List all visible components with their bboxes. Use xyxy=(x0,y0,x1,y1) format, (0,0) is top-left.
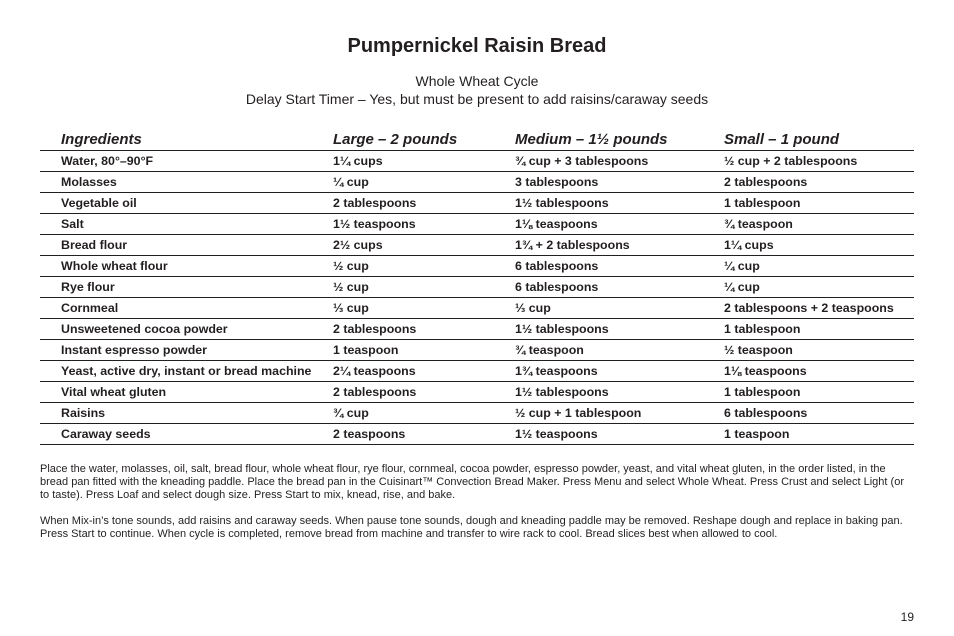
cell-ingredient: Vegetable oil xyxy=(40,193,333,214)
cell-small: 1¼ cups xyxy=(724,235,914,256)
cell-medium: ¾ teaspoon xyxy=(515,340,724,361)
cell-small: 1⅛ teaspoons xyxy=(724,361,914,382)
header-large: Large – 2 pounds xyxy=(333,128,515,151)
table-row xyxy=(40,424,914,445)
cell-small: 1 teaspoon xyxy=(724,424,914,445)
cell-large: 2 teaspoons xyxy=(333,424,515,445)
table-row xyxy=(40,340,914,361)
table-header-row xyxy=(40,128,914,151)
cell-medium: 1½ tablespoons xyxy=(515,193,724,214)
cell-large: 1½ teaspoons xyxy=(333,214,515,235)
table-row xyxy=(40,214,914,235)
mixin-instructions-paragraph: When Mix-in’s tone sounds, add raisins and caraway seeds. When pause tone sounds, dough and kneading paddle may be removed. Reshape dough and replace in baking pan. Press Start to continue. When cycle is completed, remove bread from machine and transfer to wire rack to cool. Bread slices best when allowed to cool. xyxy=(40,515,903,540)
cell-small: ¼ cup xyxy=(724,277,914,298)
cell-medium: 1¾ teaspoons xyxy=(515,361,724,382)
cell-ingredient: Rye flour xyxy=(40,277,333,298)
cycle-subtitle: Whole Wheat Cycle xyxy=(415,73,539,89)
cell-small: ½ cup + 2 tablespoons xyxy=(724,151,914,172)
cell-large: ¼ cup xyxy=(333,172,515,193)
cell-medium: 6 tablespoons xyxy=(515,277,724,298)
cell-large: ¾ cup xyxy=(333,403,515,424)
cell-large: ½ cup xyxy=(333,256,515,277)
cell-small: 2 tablespoons + 2 teaspoons xyxy=(724,298,914,319)
cell-ingredient: Raisins xyxy=(40,403,333,424)
cell-small: ¾ teaspoon xyxy=(724,214,914,235)
cell-ingredient: Cornmeal xyxy=(40,298,333,319)
cell-large: 2½ cups xyxy=(333,235,515,256)
table-row xyxy=(40,361,914,382)
cell-large: 1¼ cups xyxy=(333,151,515,172)
ingredients-table xyxy=(40,128,914,445)
header-medium: Medium – 1½ pounds xyxy=(515,128,724,151)
cell-medium: ⅓ cup xyxy=(515,298,724,319)
table-row xyxy=(40,256,914,277)
cell-small: 1 tablespoon xyxy=(724,382,914,403)
page-number: 19 xyxy=(900,610,914,624)
cell-medium: ¾ cup + 3 tablespoons xyxy=(515,151,724,172)
cell-large: 2¼ teaspoons xyxy=(333,361,515,382)
cell-large: 2 tablespoons xyxy=(333,193,515,214)
cell-medium: 1½ tablespoons xyxy=(515,319,724,340)
cell-ingredient: Molasses xyxy=(40,172,333,193)
cell-ingredient: Caraway seeds xyxy=(40,424,333,445)
cell-small: ¼ cup xyxy=(724,256,914,277)
cell-large: 2 tablespoons xyxy=(333,382,515,403)
cell-large: ⅓ cup xyxy=(333,298,515,319)
table-row xyxy=(40,151,914,172)
cell-large: 1 teaspoon xyxy=(333,340,515,361)
table-row xyxy=(40,235,914,256)
table-body xyxy=(40,151,914,445)
delay-timer-subtitle: Delay Start Timer – Yes, but must be present to add raisins/caraway seeds xyxy=(245,91,709,107)
cell-ingredient: Bread flour xyxy=(40,235,333,256)
cell-medium: 3 tablespoons xyxy=(515,172,724,193)
header-ingredient: Ingredients xyxy=(40,128,333,151)
cell-small: 6 tablespoons xyxy=(724,403,914,424)
cell-ingredient: Instant espresso powder xyxy=(40,340,333,361)
instructions-paragraph: Place the water, molasses, oil, salt, bread flour, whole wheat flour, rye flour, cornmeal, cocoa powder, espresso powder, yeast, and vital wheat gluten, in the order listed, in the bread pan fitted with the kneading paddle. Place the bread pan in the Cuisinart™ Convection Bread Maker. Press Menu and select Whole Wheat. Press Crust and select Light (or to taste). Press Loaf and select dough size. Press Start to mix, knead, rise, and bake. xyxy=(40,463,904,501)
cell-medium: 1¾ + 2 tablespoons xyxy=(515,235,724,256)
cell-large: 2 tablespoons xyxy=(333,319,515,340)
cell-large: ½ cup xyxy=(333,277,515,298)
cell-small: ½ teaspoon xyxy=(724,340,914,361)
table-row xyxy=(40,172,914,193)
page-title: Pumpernickel Raisin Bread xyxy=(347,35,607,57)
cell-ingredient: Unsweetened cocoa powder xyxy=(40,319,333,340)
table-row xyxy=(40,382,914,403)
table-row xyxy=(40,277,914,298)
cell-ingredient: Salt xyxy=(40,214,333,235)
header-small: Small – 1 pound xyxy=(724,128,914,151)
cell-ingredient: Vital wheat gluten xyxy=(40,382,333,403)
cell-small: 1 tablespoon xyxy=(724,193,914,214)
cell-ingredient: Water, 80°–90°F xyxy=(40,151,333,172)
cell-medium: 1½ tablespoons xyxy=(515,382,724,403)
cell-small: 2 tablespoons xyxy=(724,172,914,193)
table-row xyxy=(40,319,914,340)
cell-medium: ½ cup + 1 tablespoon xyxy=(515,403,724,424)
table-row xyxy=(40,298,914,319)
cell-ingredient: Yeast, active dry, instant or bread machine xyxy=(40,361,333,382)
table-row xyxy=(40,193,914,214)
cell-small: 1 tablespoon xyxy=(724,319,914,340)
cell-medium: 6 tablespoons xyxy=(515,256,724,277)
table-row xyxy=(40,403,914,424)
cell-ingredient: Whole wheat flour xyxy=(40,256,333,277)
cell-medium: 1⅛ teaspoons xyxy=(515,214,724,235)
cell-medium: 1½ teaspoons xyxy=(515,424,724,445)
